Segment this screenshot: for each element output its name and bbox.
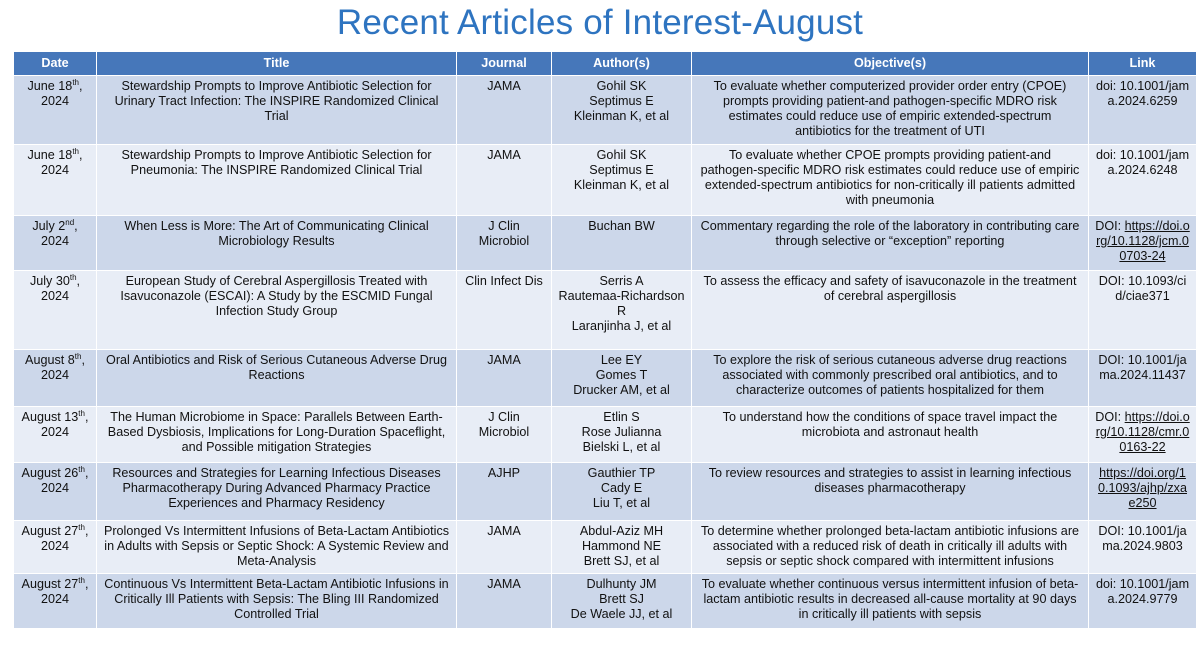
cell-journal: J Clin Microbiol: [457, 216, 552, 271]
cell-date: [14, 574, 97, 629]
author-name: Septimus E: [589, 163, 654, 177]
author-name: Rautemaa-Richardson R: [558, 289, 685, 318]
cell-journal: JAMA: [457, 350, 552, 407]
column-header-link: Link: [1089, 52, 1197, 76]
doi-link[interactable]: https://doi.org/10.1093/ajhp/zxae250: [1098, 466, 1187, 510]
table-row: [14, 76, 1197, 145]
date-text: August 26: [21, 466, 79, 480]
date-ordinal: th: [78, 575, 85, 585]
cell-title: Prolonged Vs Intermittent Infusions of Beta-Lactam Antibiotics in Adults with Sepsis or Septic Shock: A Systemic Review and Meta-Analysis: [97, 521, 457, 574]
author-name: Gomes T: [595, 368, 648, 382]
date-ordinal: th: [74, 351, 82, 361]
cell-objective: To understand how the conditions of space travel impact the microbiota and astronaut health: [692, 407, 1089, 463]
cell-date: [14, 76, 97, 145]
author-name: Brett SJ: [599, 592, 644, 606]
table-row: [14, 350, 1197, 407]
cell-title: European Study of Cerebral Aspergillosis Treated with Isavuconazole (ESCAI): A Study by the ESCMID Fungal Infection Study Group: [97, 271, 457, 350]
doi-text: doi: 10.1001/jama.2024.6259: [1095, 79, 1190, 108]
cell-authors: [552, 145, 692, 216]
cell-journal: AJHP: [457, 463, 552, 521]
date-year: , 2024: [40, 577, 89, 606]
author-name: Septimus E: [589, 94, 654, 108]
cell-link: [1089, 216, 1197, 271]
author-name: Dulhunty JM: [586, 577, 657, 591]
cell-objective: To explore the risk of serious cutaneous adverse drug reactions associated with commonly prescribed oral antibiotics, and to characterize outcomes of patients hospitalized for them: [692, 350, 1089, 407]
cell-authors: [552, 350, 692, 407]
author-name: Abdul-Aziz MH: [579, 524, 664, 538]
cell-title: Stewardship Prompts to Improve Antibiotic Selection for Urinary Tract Infection: The INSPIRE Randomized Clinical Trial: [97, 76, 457, 145]
articles-table: [13, 51, 1197, 629]
cell-authors: [552, 216, 692, 271]
doi-text: DOI:: [1095, 219, 1125, 233]
author-name: De Waele JJ, et al: [570, 607, 673, 621]
cell-link: [1089, 574, 1197, 629]
date-text: August 27: [21, 577, 79, 591]
author-name: Etlin S: [603, 410, 640, 424]
table-row: [14, 407, 1197, 463]
cell-date: [14, 521, 97, 574]
cell-objective: To evaluate whether CPOE prompts providing patient-and pathogen-specific MDRO risk estimates could reduce use of empiric extended-spectrum antibiotics for non-critically ill patients admitted with pneumonia: [692, 145, 1089, 216]
author-name: Serris A: [599, 274, 644, 288]
cell-objective: To determine whether prolonged beta-lactam antibiotic infusions are associated with a reduced risk of death in critically ill adults with sepsis or septic shock compared with intermittent infusions: [692, 521, 1089, 574]
doi-text: DOI: 10.1001/jama.2024.11437: [1098, 353, 1187, 382]
column-header-authors: Author(s): [552, 52, 692, 76]
cell-date: [14, 407, 97, 463]
date-year: , 2024: [40, 353, 85, 382]
author-name: Bielski L, et al: [582, 440, 661, 454]
author-name: Kleinman K, et al: [573, 178, 670, 192]
table-row: [14, 145, 1197, 216]
cell-title: Stewardship Prompts to Improve Antibiotic Selection for Pneumonia: The INSPIRE Randomized Clinical Trial: [97, 145, 457, 216]
cell-journal: JAMA: [457, 521, 552, 574]
cell-date: [14, 271, 97, 350]
column-header-title: Title: [97, 52, 457, 76]
cell-journal: JAMA: [457, 76, 552, 145]
author-name: Gohil SK: [596, 79, 647, 93]
author-name: Rose Julianna: [581, 425, 662, 439]
author-name: Brett SJ, et al: [583, 554, 660, 568]
author-name: Cady E: [600, 481, 643, 495]
date-ordinal: th: [78, 464, 85, 474]
cell-title: Resources and Strategies for Learning Infectious Diseases Pharmacotherapy During Advanced Pharmacy Practice Experiences and Pharmacy Residency: [97, 463, 457, 521]
cell-objective: To review resources and strategies to assist in learning infectious diseases pharmacotherapy: [692, 463, 1089, 521]
date-year: , 2024: [40, 219, 78, 248]
column-header-date: Date: [14, 52, 97, 76]
cell-authors: [552, 574, 692, 629]
cell-title: Continuous Vs Intermittent Beta-Lactam Antibiotic Infusions in Critically Ill Patients with Sepsis: The Bling III Randomized Controlled Trial: [97, 574, 457, 629]
date-text: August 8: [25, 353, 75, 367]
date-text: August 27: [21, 524, 79, 538]
doi-text: DOI:: [1095, 410, 1125, 424]
cell-link: [1089, 521, 1197, 574]
cell-authors: [552, 521, 692, 574]
cell-objective: To assess the efficacy and safety of isavuconazole in the treatment of cerebral aspergillosis: [692, 271, 1089, 350]
date-ordinal: th: [78, 408, 85, 418]
author-name: Gauthier TP: [587, 466, 656, 480]
cell-link: [1089, 76, 1197, 145]
doi-text: DOI: 10.1093/cid/ciae371: [1098, 274, 1187, 303]
date-ordinal: th: [72, 146, 79, 156]
table-row: [14, 463, 1197, 521]
date-text: August 13: [21, 410, 79, 424]
cell-journal: Clin Infect Dis: [457, 271, 552, 350]
cell-date: [14, 145, 97, 216]
cell-authors: [552, 271, 692, 350]
date-ordinal: th: [72, 77, 79, 87]
column-header-objectives: Objective(s): [692, 52, 1089, 76]
cell-objective: To evaluate whether continuous versus intermittent infusion of beta-lactam antibiotic results in decreased all-cause mortality at 90 days in critically ill patients with sepsis: [692, 574, 1089, 629]
cell-title: When Less is More: The Art of Communicating Clinical Microbiology Results: [97, 216, 457, 271]
date-ordinal: nd: [65, 217, 75, 227]
date-year: , 2024: [40, 466, 89, 495]
column-header-journal: Journal: [457, 52, 552, 76]
cell-authors: [552, 463, 692, 521]
cell-date: [14, 350, 97, 407]
date-year: , 2024: [40, 274, 81, 303]
author-name: Laranjinha J, et al: [571, 319, 672, 333]
cell-link: [1089, 407, 1197, 463]
author-name: Lee EY: [600, 353, 643, 367]
cell-journal: JAMA: [457, 145, 552, 216]
table-row: [14, 521, 1197, 574]
cell-objective: Commentary regarding the role of the laboratory in contributing care through selective or “exception” reporting: [692, 216, 1089, 271]
date-ordinal: th: [78, 522, 85, 532]
cell-journal: JAMA: [457, 574, 552, 629]
author-name: Kleinman K, et al: [573, 109, 670, 123]
cell-link: [1089, 145, 1197, 216]
table-row: [14, 271, 1197, 350]
date-year: , 2024: [40, 79, 83, 108]
cell-title: The Human Microbiome in Space: Parallels Between Earth-Based Dysbiosis, Implications for Long-Duration Spaceflight, and Possible mitigation Strategies: [97, 407, 457, 463]
table-row: [14, 574, 1197, 629]
cell-journal: J Clin Microbiol: [457, 407, 552, 463]
doi-text: DOI: 10.1001/jama.2024.9803: [1098, 524, 1187, 553]
doi-text: doi: 10.1001/jama.2024.9779: [1095, 577, 1190, 606]
author-name: Gohil SK: [596, 148, 647, 162]
author-name: Hammond NE: [581, 539, 662, 553]
author-name: Liu T, et al: [592, 496, 651, 510]
doi-text: doi: 10.1001/jama.2024.6248: [1095, 148, 1190, 177]
date-text: June 18: [27, 148, 73, 162]
cell-date: [14, 463, 97, 521]
cell-link: [1089, 271, 1197, 350]
cell-link: [1089, 463, 1197, 521]
table-header-row: [14, 52, 1197, 76]
cell-authors: [552, 407, 692, 463]
cell-authors: [552, 76, 692, 145]
date-text: July 30: [29, 274, 70, 288]
author-name: Buchan BW: [588, 219, 655, 233]
table-row: [14, 216, 1197, 271]
doi-link[interactable]: https://doi.org/10.1128/jcm.00703-24: [1096, 219, 1190, 263]
date-year: , 2024: [40, 524, 89, 553]
date-ordinal: th: [69, 272, 77, 282]
cell-title: Oral Antibiotics and Risk of Serious Cutaneous Adverse Drug Reactions: [97, 350, 457, 407]
cell-objective: To evaluate whether computerized provider order entry (CPOE) prompts providing patient-and pathogen-specific MDRO risk estimates could reduce use of empiric extended-spectrum antibiotics for the treatment of UTI: [692, 76, 1089, 145]
date-year: , 2024: [40, 148, 83, 177]
page-title: Recent Articles of Interest-August: [336, 3, 864, 42]
author-name: Drucker AM, et al: [573, 383, 670, 397]
cell-link: [1089, 350, 1197, 407]
date-year: , 2024: [40, 410, 89, 439]
date-text: July 2: [32, 219, 66, 233]
doi-link[interactable]: https://doi.org/10.1128/cmr.00163-22: [1095, 410, 1190, 454]
cell-date: [14, 216, 97, 271]
date-text: June 18: [27, 79, 73, 93]
